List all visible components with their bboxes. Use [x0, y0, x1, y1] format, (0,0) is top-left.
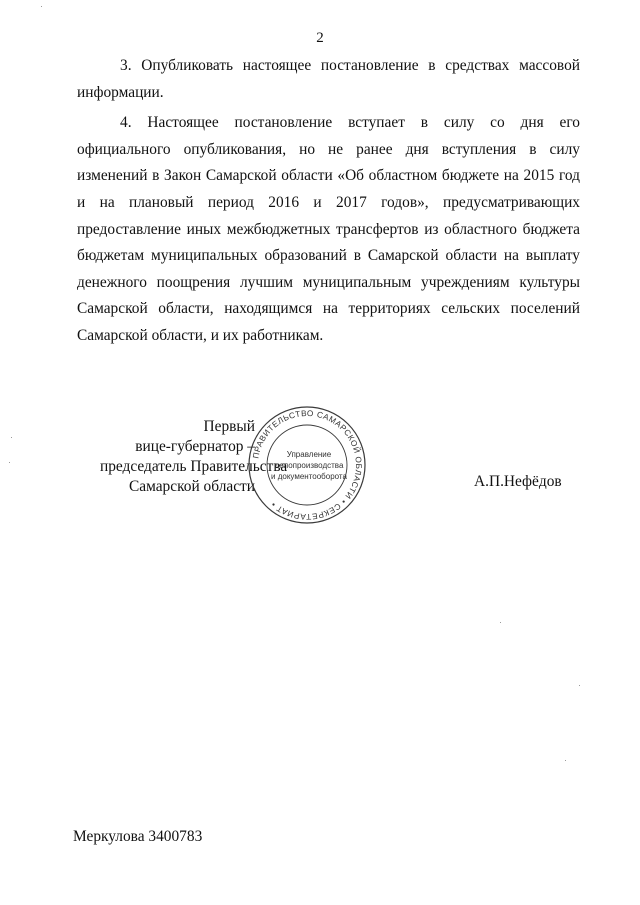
scan-speck [500, 622, 501, 623]
signatory-title [100, 417, 288, 497]
scan-speck [41, 6, 42, 7]
scan-speck [9, 462, 10, 463]
page-number: 2 [316, 30, 324, 46]
scan-speck [565, 760, 566, 761]
signatory-title-line: вице-губернатор – [135, 438, 255, 455]
seal-center-line: делопроизводства [274, 461, 344, 470]
document-body [77, 53, 580, 354]
executor-contact: Меркулова 3400783 [73, 828, 203, 845]
seal-center-line: и документооборота [271, 472, 347, 481]
signatory-title-line: Самарской области [128, 478, 255, 495]
signatory-title-line: Первый [203, 418, 255, 435]
seal-center-line: Управление [286, 450, 332, 459]
signatory-title-line: председатель Правительства [100, 458, 288, 475]
seal-ring-text: ПРАВИТЕЛЬСТВО САМАРСКОЙ ОБЛАСТИ • СЕКРЕТАРИАТ • [251, 408, 364, 522]
official-seal [247, 405, 367, 525]
scan-speck [579, 685, 580, 686]
paragraph-publish: 3. Опубликовать настоящее постановление в средствах массовой информации. [77, 57, 580, 101]
scan-speck [11, 437, 12, 438]
signatory-name: А.П.Нефёдов [474, 473, 562, 490]
paragraph-effective-date: 4. Настоящее постановление вступает в силу со дня его официального опубликования, но не ранее дня вступления в силу изменений в Закон Самарской области «Об областном бюджете на 2015 год и на плановый период 2016 и 2017 годов», предусматривающих предоставление иных межбюджетных трансфертов из областного бюджета бюджетам муниципальных образований в Самарской области на выплату денежного поощрения лучшим муниципальным учреждениям культуры Самарской области, находящимся на территориях сельских поселений Самарской области, и их работникам. [77, 114, 580, 344]
